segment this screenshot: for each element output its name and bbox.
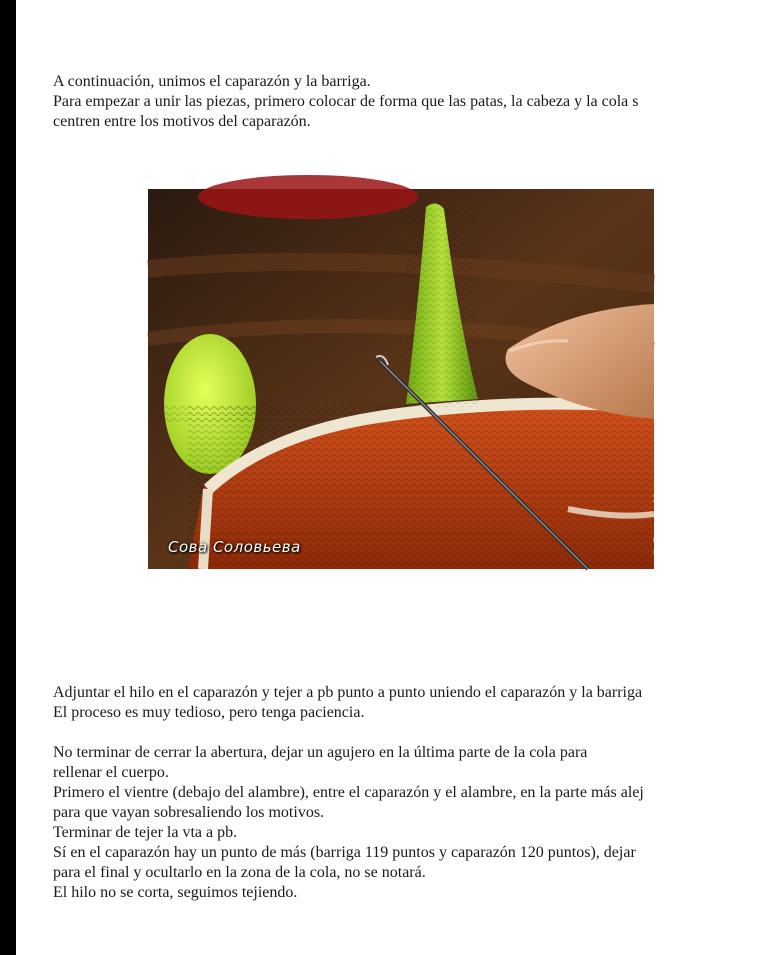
text-line: Primero el vientre (debajo del alambre), entre el caparazón y el alambre, en la parte más alej [53, 784, 644, 801]
crochet-photo [148, 189, 663, 569]
crochet-photo-illustration [148, 189, 654, 569]
intro-paragraph [53, 72, 765, 132]
text-line: Para empezar a unir las piezas, primero colocar de forma que las patas, la cabeza y la cola s [53, 93, 639, 110]
text-line: El proceso es muy tedioso, pero tenga paciencia. [53, 704, 365, 721]
instructions-paragraph [53, 743, 765, 903]
text-line: El hilo no se corta, seguimos tejiendo. [53, 884, 298, 901]
text-line: para que vayan sobresaliendo los motivos. [53, 804, 325, 821]
text-line: Adjuntar el hilo en el caparazón y tejer a pb punto a punto uniendo el caparazón y la barriga [53, 684, 643, 701]
text-line: Terminar de tejer la vta a pb. [53, 824, 238, 841]
photo-signature: Сова Соловьева [168, 538, 301, 556]
text-line: No terminar de cerrar la abertura, dejar un agujero en la última parte de la cola para [53, 744, 588, 761]
left-edge-bar [0, 0, 16, 955]
text-line: Sí en el caparazón hay un punto de más (barriga 119 puntos y caparazón 120 puntos), dejar [53, 844, 636, 861]
text-line: A continuación, unimos el caparazón y la barriga. [53, 73, 371, 90]
photo-watermark: © Страна Мастеров [652, 452, 663, 557]
document-page [16, 0, 774, 955]
joining-paragraph [53, 683, 765, 723]
text-line: rellenar el cuerpo. [53, 764, 169, 781]
text-line: centren entre los motivos del caparazón. [53, 113, 311, 130]
text-line: para el final y ocultarlo en la zona de la cola, no se notará. [53, 864, 426, 881]
